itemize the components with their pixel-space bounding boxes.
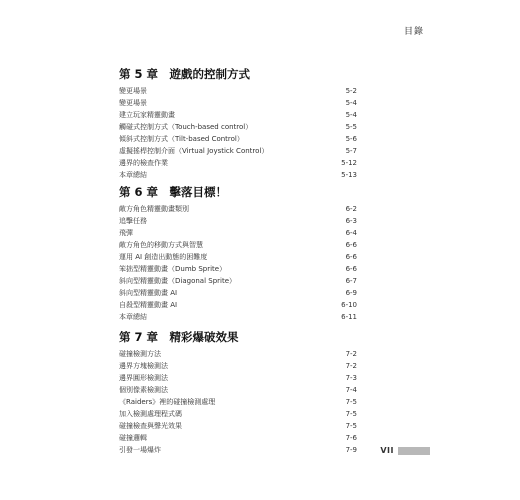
entry-page: 7-9	[345, 446, 357, 454]
toc-entry	[119, 169, 357, 181]
entry-page: 7-5	[345, 398, 357, 406]
entry-title: 碰撞檢查與聲光效果	[119, 422, 182, 430]
chapter-title: 第 6 章 擊落目標！	[119, 185, 228, 199]
entry-title: 碰撞檢測方法	[119, 350, 161, 358]
entry-title: 本章總結	[119, 313, 147, 321]
entry-page: 6-2	[345, 205, 357, 213]
entry-title: 運用 AI 創造出動態的困難度	[119, 253, 208, 261]
entry-list	[119, 203, 357, 323]
entry-title: 斜向型精靈動畫 AI	[119, 289, 178, 297]
entry-page: 7-3	[345, 374, 357, 382]
entry-title: 邊界方塊檢測法	[119, 362, 168, 370]
chapter-title: 第 5 章 遊戲的控制方式	[119, 67, 251, 81]
entry-page: 7-5	[345, 422, 357, 430]
toc-entry	[119, 203, 357, 215]
toc-entry	[119, 85, 357, 97]
entry-title: 碰撞邏輯	[119, 434, 147, 442]
entry-page: 7-2	[345, 350, 357, 358]
toc-entry	[119, 121, 357, 133]
entry-title: 虛擬搖桿控制介面（Virtual Joystick Control）	[119, 147, 269, 155]
toc-entry	[119, 263, 357, 275]
entry-page: 5-4	[345, 111, 357, 119]
toc-entry	[119, 145, 357, 157]
chapter-5	[119, 66, 357, 181]
toc-entry	[119, 133, 357, 145]
entry-page: 5-5	[345, 123, 357, 131]
toc-entry	[119, 348, 357, 360]
entry-page: 6-6	[345, 241, 357, 249]
entry-page: 6-9	[345, 289, 357, 297]
entry-page: 6-7	[345, 277, 357, 285]
entry-page: 6-6	[345, 253, 357, 261]
chapter-title: 第 7 章 精彩爆破效果	[119, 330, 239, 344]
entry-page: 5-7	[345, 147, 357, 155]
header-label: 目錄	[403, 27, 424, 37]
entry-title: 本章總結	[119, 171, 147, 179]
entry-title: 傾斜式控制方式（Tilt-based Control）	[119, 135, 244, 143]
entry-page: 7-4	[345, 386, 357, 394]
entry-title: 加入檢測處理程式碼	[119, 410, 182, 418]
entry-title: 《Raiders》裡的碰撞檢測處理	[119, 398, 216, 406]
page-footer	[380, 446, 430, 455]
entry-page: 5-13	[341, 171, 357, 179]
toc-entry	[119, 311, 357, 323]
toc-entry	[119, 360, 357, 372]
toc-entry	[119, 444, 357, 456]
entry-page: 5-4	[345, 99, 357, 107]
entry-title: 變更場景	[119, 99, 147, 107]
toc-entry	[119, 227, 357, 239]
entry-page: 5-12	[341, 159, 357, 167]
entry-title: 邊界的檢查作業	[119, 159, 168, 167]
entry-title: 笨拙型精靈動畫（Dumb Sprite）	[119, 265, 227, 273]
toc-entry	[119, 215, 357, 227]
toc-entry	[119, 97, 357, 109]
entry-title: 敵方角色精靈動畫類別	[119, 205, 189, 213]
toc-entry	[119, 275, 357, 287]
entry-title: 引發一場爆炸	[119, 446, 161, 454]
entry-list	[119, 348, 357, 456]
toc-entry	[119, 239, 357, 251]
toc-entry	[119, 299, 357, 311]
entry-page: 7-2	[345, 362, 357, 370]
toc-entry	[119, 420, 357, 432]
entry-title: 邊界圓形檢測法	[119, 374, 168, 382]
toc-entry	[119, 287, 357, 299]
toc-entry	[119, 432, 357, 444]
toc-entry	[119, 384, 357, 396]
entry-list	[119, 85, 357, 181]
entry-title: 個別像素檢測法	[119, 386, 168, 394]
entry-title: 飛彈	[119, 229, 133, 237]
toc-entry	[119, 408, 357, 420]
entry-title: 建立玩家精靈動畫	[119, 111, 175, 119]
footer-bar	[398, 447, 430, 455]
toc-entry	[119, 157, 357, 169]
entry-title: 斜向型精靈動畫（Diagonal Sprite）	[119, 277, 237, 285]
entry-page: 7-6	[345, 434, 357, 442]
entry-page: 5-2	[345, 87, 357, 95]
page-number: VII	[380, 446, 394, 455]
entry-page: 6-11	[341, 313, 357, 321]
chapter-6	[119, 184, 357, 323]
entry-title: 追擊任務	[119, 217, 147, 225]
chapter-7	[119, 329, 357, 456]
entry-page: 7-5	[345, 410, 357, 418]
toc-entry	[119, 109, 357, 121]
entry-page: 5-6	[345, 135, 357, 143]
entry-page: 6-10	[341, 301, 357, 309]
entry-page: 6-3	[345, 217, 357, 225]
entry-title: 觸碰式控制方式（Touch-based control）	[119, 123, 253, 131]
toc-entry	[119, 251, 357, 263]
entry-title: 自殺型精靈動畫 AI	[119, 301, 178, 309]
toc-entry	[119, 396, 357, 408]
entry-page: 6-4	[345, 229, 357, 237]
entry-page: 6-6	[345, 265, 357, 273]
entry-title: 敵方角色的移動方式與智慧	[119, 241, 203, 249]
toc-entry	[119, 372, 357, 384]
entry-title: 變更場景	[119, 87, 147, 95]
